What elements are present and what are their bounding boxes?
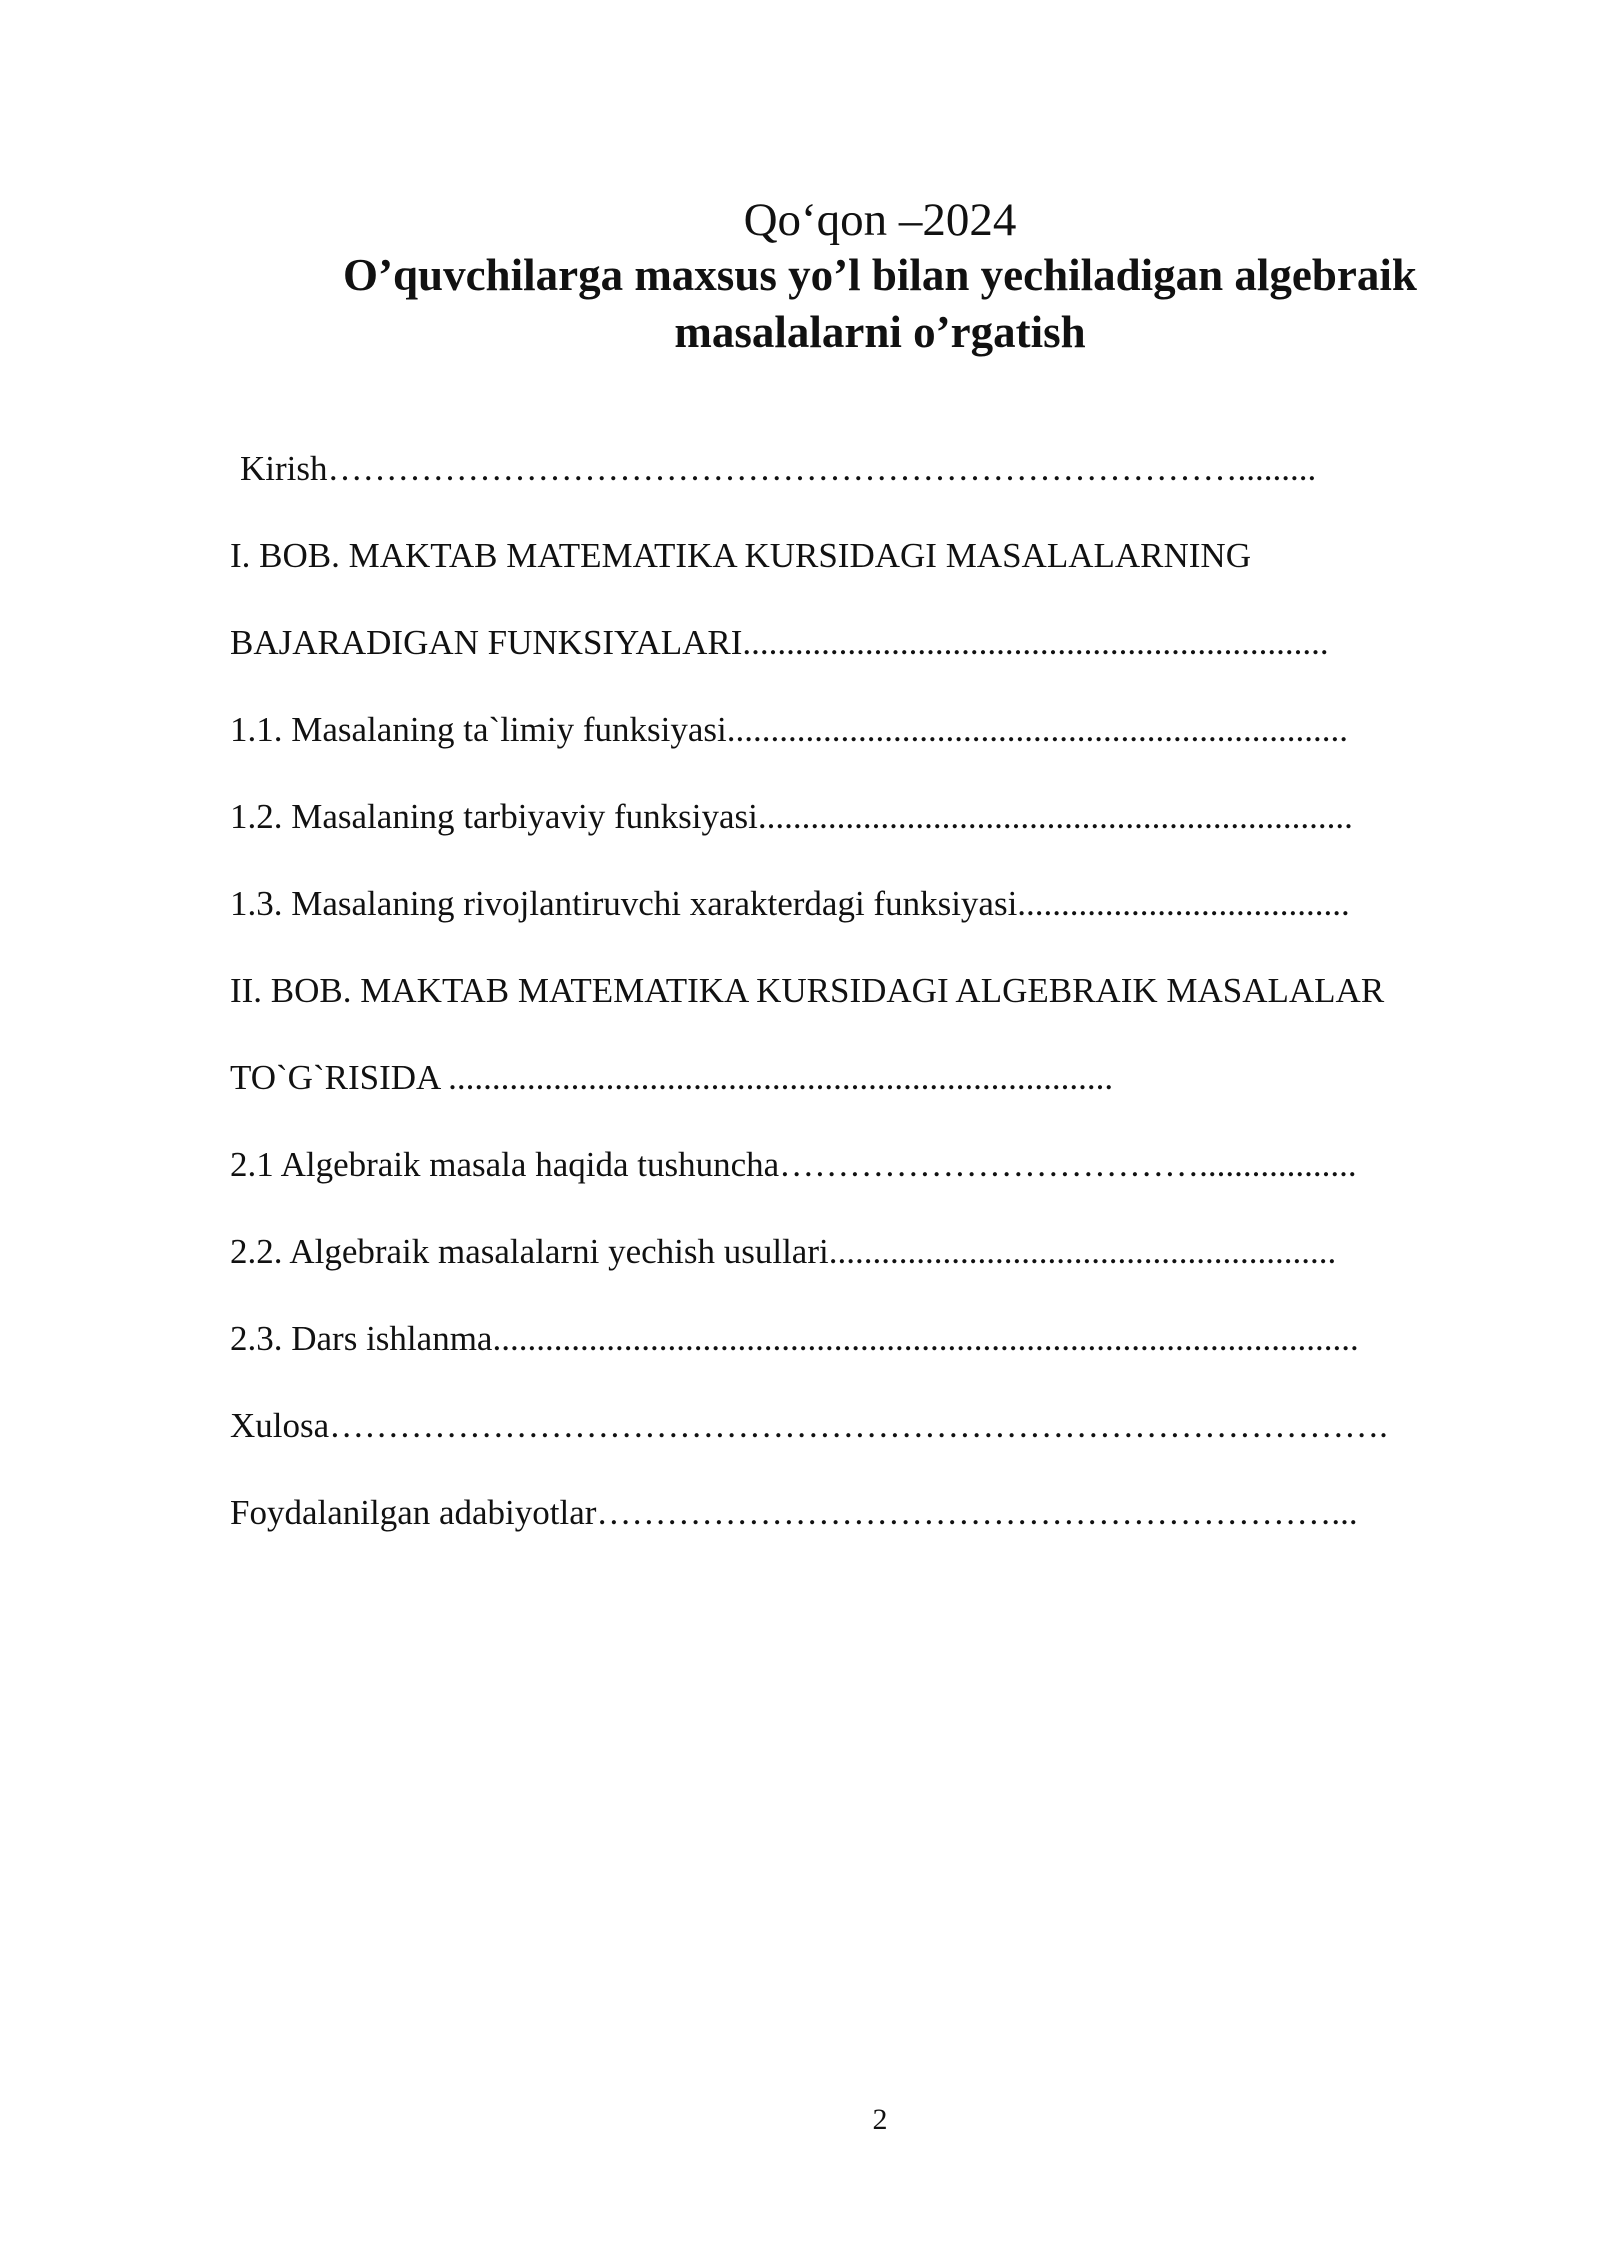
city-year-line: Qo‘qon –2024 — [743, 194, 1017, 246]
toc-item-conclusion: Xulosa………………………………………………………………………………. — [230, 1406, 1388, 1445]
toc-item-section-1-2: 1.2. Masalaning tarbiyaviy funksiyasi.................................................................... — [230, 797, 1353, 836]
document-title — [230, 247, 1530, 361]
toc-item-section-2-3: 2.3. Dars ishlanma................................................................................................... — [230, 1319, 1359, 1358]
toc-item-chapter-2-line-2: TO`G`RISIDA ............................................................................ — [230, 1058, 1114, 1097]
toc-item-chapter-1-line-2: BAJARADIGAN FUNKSIYALARI................................................................... — [230, 623, 1329, 662]
toc-item-section-1-3: 1.3. Masalaning rivojlantiruvchi xarakterdagi funksiyasi...................................... — [230, 884, 1350, 923]
toc-item-introduction: Kirish……………………………………………………………………......... — [240, 449, 1317, 488]
toc-item-chapter-2-line-1: II. BOB. MAKTAB MATEMATIKA KURSIDAGI ALGEBRAIK MASALALAR — [230, 971, 1385, 1010]
title-line-1: O’quvchilarga maxsus yo’l bilan yechiladigan algebraik — [343, 250, 1417, 300]
toc-item-section-2-1: 2.1 Algebraik masala haqida tushuncha……………………………….................. — [230, 1145, 1357, 1184]
toc-item-chapter-1-line-1: I. BOB. MAKTAB MATEMATIKA KURSIDAGI MASALALARNING — [230, 536, 1251, 575]
table-of-contents — [230, 440, 1530, 1571]
toc-item-references: Foydalanilgan adabiyotlar………………………………………………………... — [230, 1493, 1358, 1532]
title-line-2: masalalarni o’rgatish — [674, 307, 1086, 357]
page-number: 2 — [872, 2103, 888, 2136]
toc-item-section-1-1: 1.1. Masalaning ta`limiy funksiyasi....................................................................... — [230, 710, 1348, 749]
toc-item-section-2-2: 2.2. Algebraik masalalarni yechish usullari.......................................................... — [230, 1232, 1337, 1271]
